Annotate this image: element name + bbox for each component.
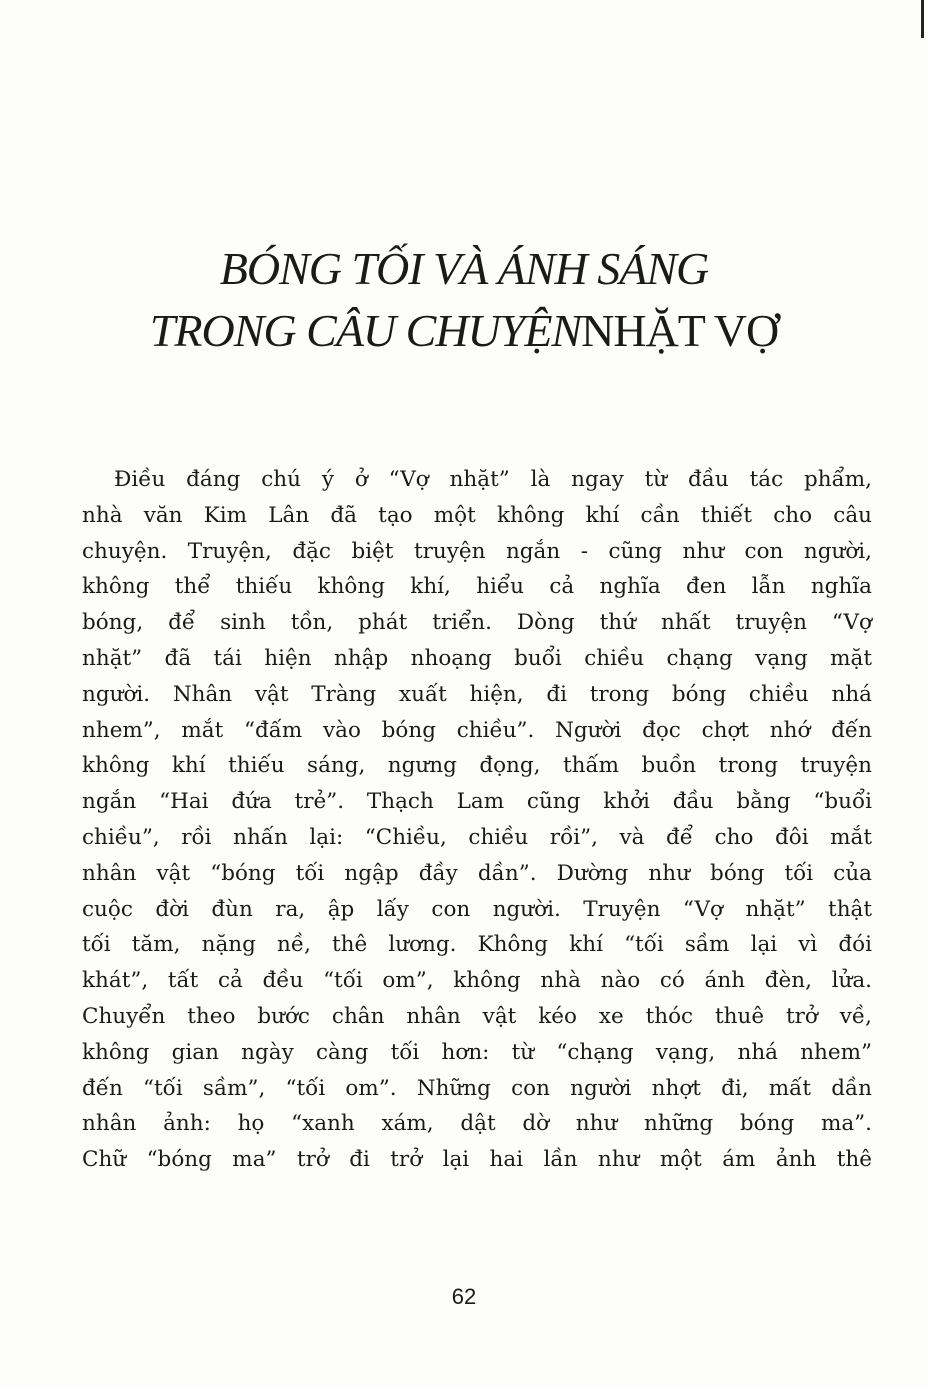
body-line: ngắn “Hai đứa trẻ”. Thạch Lam cũng khởi đầu bằng “buổi bbox=[82, 789, 872, 815]
title-line-2-italic: TRONG CÂU CHUYỆN bbox=[149, 305, 582, 356]
body-line: nhem”, mắt “đấm vào bóng chiều”. Người đọc chợt nhớ đến bbox=[82, 717, 872, 743]
body-line: nhân vật “bóng tối ngập đầy dần”. Dường như bóng tối của bbox=[82, 860, 872, 886]
body-line: bóng, để sinh tồn, phát triển. Dòng thứ nhất truyện “Vợ bbox=[82, 610, 872, 636]
body-line: không khí thiếu sáng, ngưng đọng, thấm buồn trong truyện bbox=[82, 753, 872, 779]
body-line: nhặt” đã tái hiện nhập nhoạng buổi chiều chạng vạng mặt bbox=[82, 645, 872, 671]
title-line-2 bbox=[60, 300, 868, 362]
body-text bbox=[82, 462, 872, 1178]
body-line: chiều”, rồi nhấn lại: “Chiều, chiều rồi”, và để cho đôi mắt bbox=[82, 824, 872, 850]
body-line: nhân ảnh: họ “xanh xám, dật dờ như những bóng ma”. bbox=[82, 1111, 872, 1137]
body-line: Chữ “bóng ma” trở đi trở lại hai lần như một ám ảnh thê bbox=[82, 1147, 872, 1173]
title-line-2-upright: NHẶT VỢ bbox=[581, 305, 779, 356]
body-line: đến “tối sầm”, “tối om”. Những con người nhợt đi, mất dần bbox=[82, 1075, 872, 1101]
body-line: Điều đáng chú ý ở “Vợ nhặt” là ngay từ đầu tác phẩm, bbox=[114, 467, 872, 492]
body-line: Chuyển theo bước chân nhân vật kéo xe thóc thuê trở về, bbox=[82, 1003, 872, 1029]
body-line: không gian ngày càng tối hơn: từ “chạng vạng, nhá nhem” bbox=[82, 1039, 872, 1065]
body-line: nhà văn Kim Lân đã tạo một không khí cần thiết cho câu bbox=[82, 502, 872, 528]
chapter-title bbox=[60, 238, 868, 362]
body-line: tối tăm, nặng nề, thê lương. Không khí “tối sầm lại vì đói bbox=[82, 932, 872, 958]
page-number: 62 bbox=[451, 1284, 477, 1309]
title-line-1: BÓNG TỐI VÀ ÁNH SÁNG bbox=[219, 243, 709, 294]
body-line: khát”, tất cả đều “tối om”, không nhà nào có ánh đèn, lửa. bbox=[82, 968, 872, 994]
body-line: cuộc đời đùn ra, ập lấy con người. Truyện “Vợ nhặt” thật bbox=[82, 896, 872, 922]
scan-edge-mark bbox=[921, 0, 924, 38]
body-line: chuyện. Truyện, đặc biệt truyện ngắn - cũng như con người, bbox=[82, 538, 872, 564]
body-line: người. Nhân vật Tràng xuất hiện, đi trong bóng chiều nhá bbox=[82, 681, 872, 707]
body-line: không thể thiếu không khí, hiểu cả nghĩa đen lẫn nghĩa bbox=[82, 574, 872, 600]
